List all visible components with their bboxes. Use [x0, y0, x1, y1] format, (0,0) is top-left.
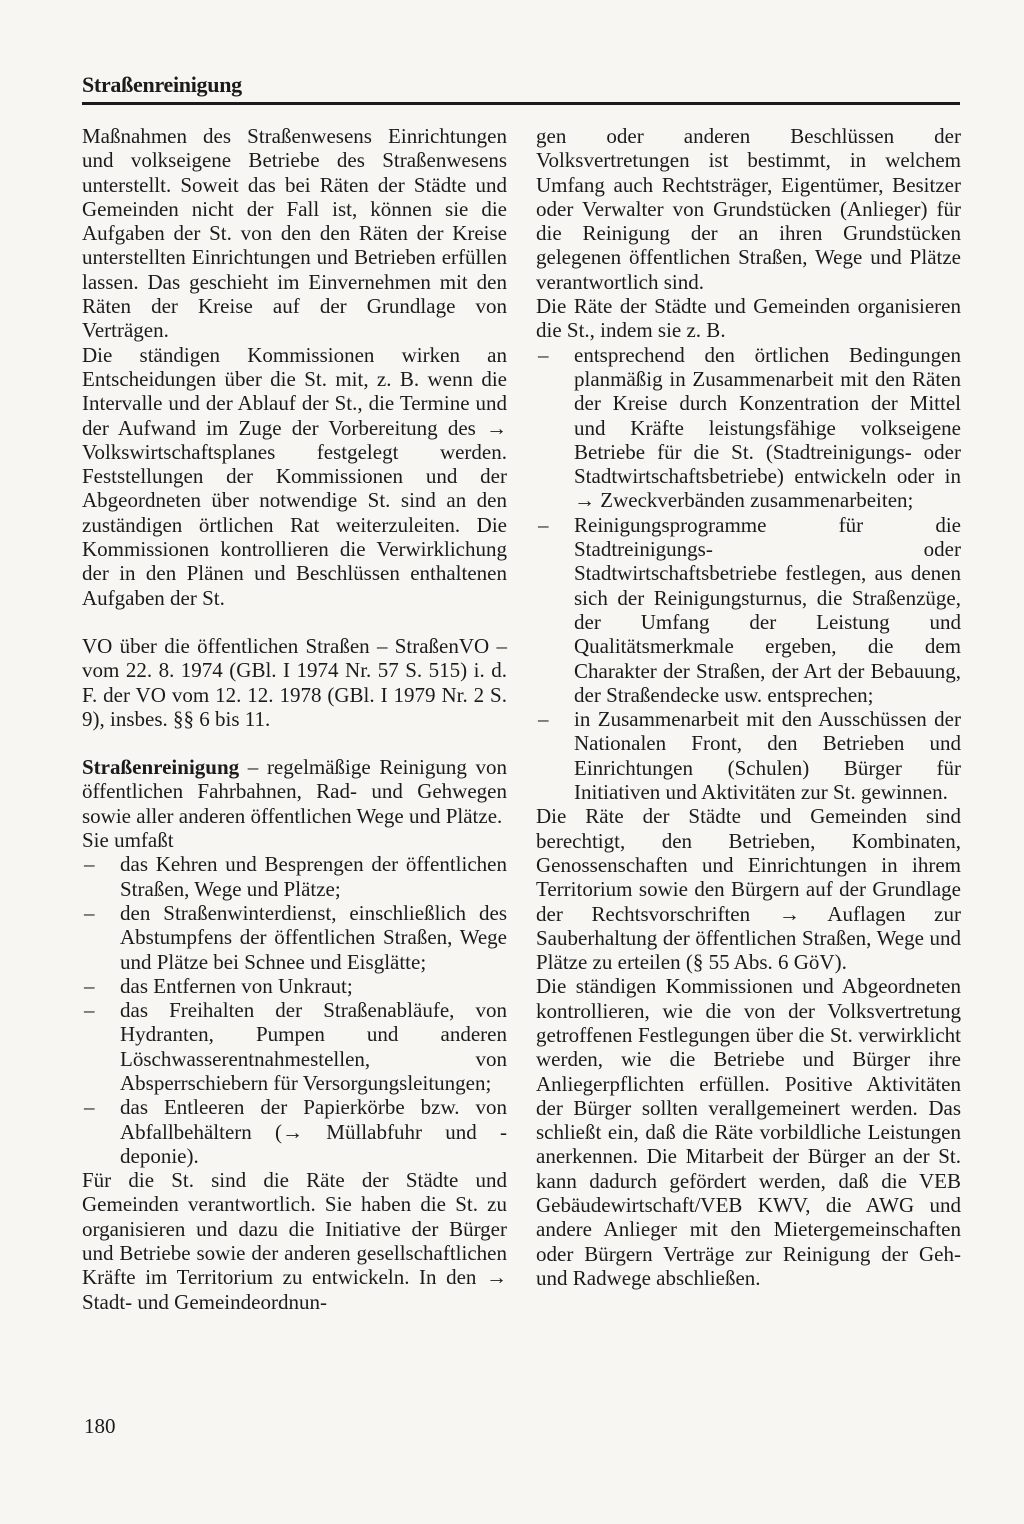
- paragraph: Die ständigen Kommissionen wirken an Entscheidungen über die St. mit, z. B. wenn die Intervalle und der Ablauf der St., die Termine und der Aufwand im Zuge der Vorbereitung des → Volkswirtschaftsplanes festgelegt werden. Feststellungen der Kommissionen und der Abgeordneten über notwendige St. sind an den zuständigen örtlichen Rat weiterzuleiten. Die Kommissionen kontrollieren die Verwirklichung der in den Plänen und Beschlüssen enthaltenen Aufgaben der St.: [82, 342, 507, 610]
- right-column: [536, 124, 961, 1290]
- entry-definition: – regelmäßige Reinigung von öffentlichen Fahrbahnen, Rad- und Gehwegen sowie aller anderen öffentlichen Wege und Plätze.: [82, 755, 507, 828]
- dash-marker: –: [84, 973, 95, 998]
- list-item: – Reinigungsprogramme für die Stadtreinigungs- oder Stadtwirtschaftsbetriebe festlegen, aus denen sich der Reinigungsturnus, die Straßenzüge, der Umfang der Leistung und Qualitätsmerkmale ergeben, die dem Charakter der Straßen, der Art der Bebauung, der Straßendecke usw. entsprechen;: [538, 512, 961, 707]
- dash-marker: –: [84, 852, 95, 877]
- dash-marker: –: [538, 707, 549, 732]
- dash-marker: –: [538, 512, 549, 537]
- dash-marker: –: [84, 998, 95, 1023]
- bullet-list: [82, 852, 507, 1168]
- dash-marker: –: [84, 1095, 95, 1120]
- list-item: – das Freihalten der Straßenabläufe, von Hydranten, Pumpen und anderen Löschwasserentnahmestellen, von Absperrschiebern für Versorgungsleitungen;: [84, 998, 507, 1095]
- entry-paragraph: [82, 755, 507, 828]
- left-column: [82, 124, 507, 1314]
- spacer: [82, 610, 507, 634]
- paragraph: gen oder anderen Beschlüssen der Volksvertretungen ist bestimmt, in welchem Umfang auch Rechtsträger, Eigentümer, Besitzer oder Verwalter von Grundstücken (Anlieger) für die Reinigung der an ihren Grundstücken gelegenen öffentlichen Straßen, Wege und Plätze verantwortlich sind.: [536, 124, 961, 294]
- list-item: – das Kehren und Besprengen der öffentlichen Straßen, Wege und Plätze;: [84, 852, 507, 901]
- paragraph: Die Räte der Städte und Gemeinden organisieren die St., indem sie z. B.: [536, 294, 961, 343]
- spacer: [82, 731, 507, 755]
- paragraph: Die Räte der Städte und Gemeinden sind berechtigt, den Betrieben, Kombinaten, Genossenschaften und Einrichtungen in ihrem Territorium sowie den Bürgern auf der Grundlage der Rechtsvorschriften → Auflagen zur Sauberhaltung der öffentlichen Straßen, Wege und Plätze zu erteilen (§ 55 Abs. 6 GöV).: [536, 804, 961, 975]
- page-number: 180: [84, 1414, 116, 1438]
- dash-marker: –: [84, 900, 95, 925]
- list-item: – das Entleeren der Papierkörbe bzw. von Abfallbehältern (→ Müllabfuhr und -deponie).: [84, 1095, 507, 1168]
- header-title: Straßenreinigung: [82, 72, 242, 97]
- paragraph: Die ständigen Kommissionen und Abgeordneten kontrollieren, wie die von der Volksvertretung getroffenen Festlegungen über die St. verwirklicht werden, wie die Betriebe und Bürger ihre Anliegerpflichten erfüllen. Positive Aktivitäten der Bürger sollten verallgemeinert werden. Das schließt ein, daß die Räte vorbildliche Leistungen anerkennen. Die Mitarbeit der Bürger an der St. kann dadurch gefördert werden, daß die VEB Gebäudewirtschaft/VEB KWV, die AWG und andere Anlieger mit den Mietergemeinschaften oder Bürgern Verträge zur Reinigung der Geh- und Radwege abschließen.: [536, 974, 961, 1290]
- paragraph: Maßnahmen des Straßenwesens Einrichtungen und volkseigene Betriebe des Straßenwesens unterstellt. Soweit das bei Räten der Städte und Gemeinden nicht der Fall ist, können sie die Aufgaben der St. von den den Räten der Kreise unterstellten Einrichtungen und Betrieben erfüllen lassen. Das geschieht im Einvernehmen mit den Räten der Kreise auf der Grundlage von Verträgen.: [82, 124, 507, 343]
- list-item: – das Entfernen von Unkraut;: [84, 973, 353, 998]
- legal-reference: VO über die öffentlichen Straßen – StraßenVO – vom 22. 8. 1974 (GBl. I 1974 Nr. 57 S. 515) i. d. F. der VO vom 12. 12. 1978 (GBl. I 1979 Nr. 2 S. 9), insbes. §§ 6 bis 11.: [82, 633, 507, 731]
- running-header: [82, 72, 960, 105]
- entry-term: Straßenreinigung: [82, 755, 240, 780]
- list-intro: Sie umfaßt: [82, 828, 174, 853]
- list-item: – den Straßenwinterdienst, einschließlich des Abstumpfens der öffentlichen Straßen, Wege und Plätze bei Schnee und Eisglätte;: [84, 900, 507, 974]
- list-item: – entsprechend den örtlichen Bedingungen planmäßig in Zusammenarbeit mit den Räten der Kreise durch Konzentration der Mittel und Kräfte leistungsfähige volkseigene Betriebe für die St. (Stadtreinigungs- oder Stadtwirtschaftsbetriebe) entwickeln oder in → Zweckverbänden zusammenarbeiten;: [538, 342, 961, 513]
- bullet-list: [536, 343, 961, 805]
- dash-marker: –: [538, 342, 549, 367]
- paragraph: Für die St. sind die Räte der Städte und Gemeinden verantwortlich. Sie haben die St. zu organisieren und dazu die Initiative der Bürger und Betriebe sowie der anderen gesellschaftlichen Kräfte im Territorium zu entwickeln. In den → Stadt- und Gemeindeordnun-: [82, 1168, 507, 1314]
- list-item: – in Zusammenarbeit mit den Ausschüssen der Nationalen Front, den Betrieben und Einrichtungen (Schulen) Bürger für Initiativen und Aktivitäten zur St. gewinnen.: [538, 707, 961, 805]
